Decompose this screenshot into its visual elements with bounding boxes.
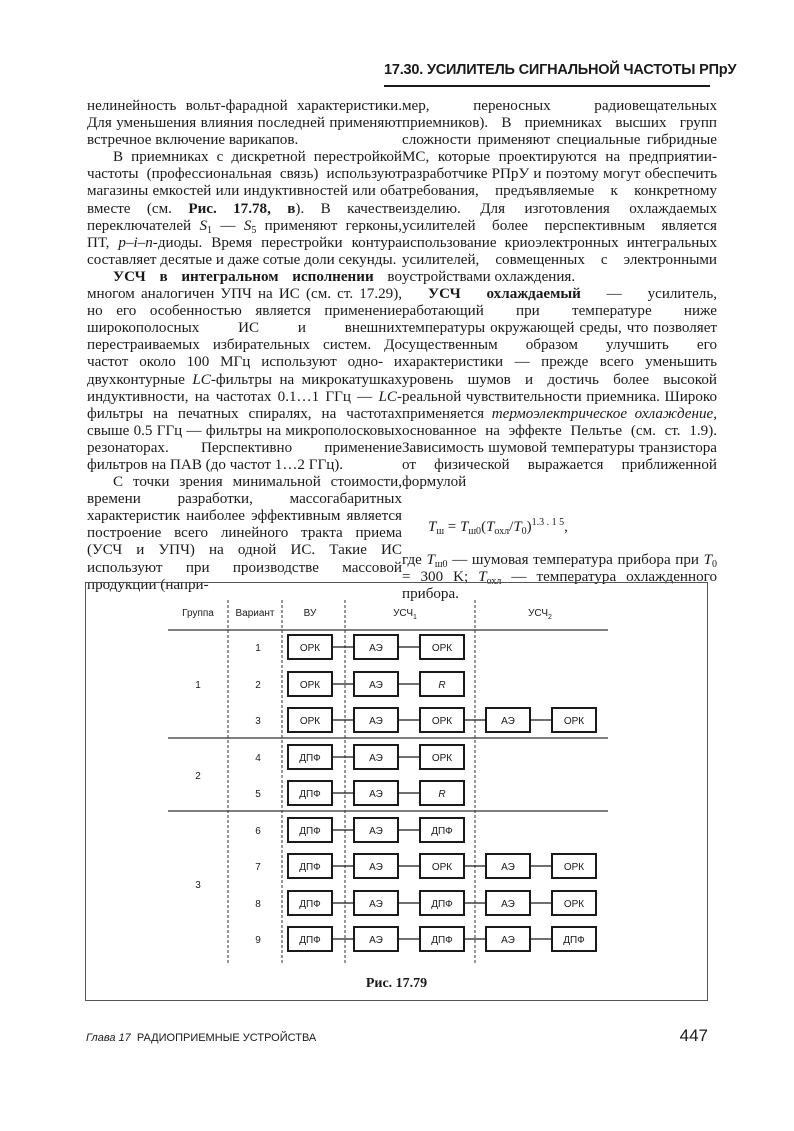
- block-vu-label: ОРК: [299, 643, 321, 654]
- variant-number: 4: [255, 753, 261, 764]
- block-usch1-label: АЭ: [369, 716, 383, 727]
- block-usch2-label: ОРК: [563, 899, 585, 910]
- block-usch1-label: АЭ: [369, 753, 383, 764]
- subscript: 1: [206, 224, 212, 236]
- variant-number: 3: [255, 716, 261, 727]
- block-usch1-label: ДПФ: [431, 899, 453, 910]
- block-vu-label: ДПФ: [299, 826, 321, 837]
- text: -диоды. Время перестройки контура составляет десятые и даже сотые доли секунды.: [87, 234, 402, 268]
- footer-chapter: [86, 1032, 316, 1044]
- chapter-title: РАДИОПРИЕМНЫЕ УСТРОЙСТВА: [136, 1032, 317, 1044]
- group-label: 2: [195, 771, 201, 782]
- running-head: 17.30. УСИЛИТЕЛЬ СИГНАЛЬНОЙ ЧАСТОТЫ РПрУ: [384, 62, 737, 78]
- symbol-s5: S: [243, 217, 252, 234]
- block-usch2-label: ОРК: [563, 862, 585, 873]
- lc-term: LC: [378, 388, 397, 405]
- block-usch2-label: АЭ: [501, 899, 515, 910]
- group-label: 3: [195, 880, 201, 891]
- chapter-number: Глава 17: [86, 1032, 131, 1044]
- block-vu-label: ОРК: [299, 680, 321, 691]
- block-usch2-label: ДПФ: [563, 935, 585, 946]
- block-usch2-label: АЭ: [501, 935, 515, 946]
- text: основанное на эффекте Пельтье (см. ст. 1.9). Зависимость шумовой температуры транзистора от физической выражается приближенной формулой: [402, 422, 717, 491]
- block-usch1-label: R: [438, 680, 446, 691]
- paragraph: нелинейность вольт-фарадной характеристики. Для уменьшения влияния последней применяют встречное включение варикапов.: [87, 98, 402, 149]
- block-usch1-label: ДПФ: [431, 935, 453, 946]
- block-vu-label: ДПФ: [299, 862, 321, 873]
- block-usch2-label: АЭ: [501, 716, 515, 727]
- block-usch1-label: АЭ: [369, 789, 383, 800]
- block-usch1-label: АЭ: [369, 935, 383, 946]
- block-usch1-label: АЭ: [369, 862, 383, 873]
- block-vu-label: ДПФ: [299, 753, 321, 764]
- variant-number: 9: [255, 935, 261, 946]
- block-usch1-label: ОРК: [431, 643, 453, 654]
- block-usch1-label: АЭ: [369, 899, 383, 910]
- lc-term: LC: [192, 371, 211, 388]
- block-vu-label: ОРК: [299, 716, 321, 727]
- block-usch2-label: АЭ: [501, 862, 515, 873]
- pin-term: p–i–n: [118, 234, 153, 251]
- paragraph: где $T_{ш0}$ — шумовая температура прибора при $T_0 = 300$ K; $T_{охл}$ — температура охлажденного прибора.: [402, 552, 718, 603]
- variant-number: 8: [255, 899, 261, 910]
- variant-number: 6: [255, 826, 261, 837]
- text: В приемниках с дискретной перестройкой частоты (профессиональная связь) используют магазины емкостей или индуктивностей или оба вместе (см.: [87, 149, 402, 217]
- block-usch1-label: ОРК: [431, 862, 453, 873]
- block-usch1-label: ДПФ: [431, 826, 453, 837]
- block-vu-label: ДПФ: [299, 789, 321, 800]
- paragraph: С точки зрения минимальной стоимости, времени разработки, массогабаритных характеристик наиболее эффективным является построение всего линейного тракта приема (УСЧ и УПЧ) на одной ИС. Такие ИС используют при производстве массовой продукции (напри-: [87, 474, 402, 593]
- header-variant: Вариант: [235, 608, 275, 619]
- header-group: Группа: [182, 608, 214, 619]
- text: применяют герконы, ПТ,: [87, 217, 402, 251]
- symbol-s1: S: [199, 217, 207, 234]
- text: — усилитель, работающий при температуре ниже температуры окружающей среды, что позволяет существенным образом улучшить его характеристики — прежде всего уменьшить уровень шумов и достичь более высокой реальной чувствительности приемника. Широко применяется: [402, 286, 717, 422]
- text: —: [211, 217, 244, 234]
- figure-caption: Рис. 17.79: [365, 976, 428, 991]
- block-usch1-label: АЭ: [369, 643, 383, 654]
- block-usch1-label: R: [438, 789, 446, 800]
- italic-term: термоэлектрическое охлаждение,: [491, 405, 717, 422]
- block-vu-label: ДПФ: [299, 899, 321, 910]
- header-usch1: $УСЧ_1$: [393, 608, 417, 621]
- figure-reference: Рис. 17.78, в: [188, 200, 296, 217]
- text: -фильтры на микрокатушках индуктивности, на частотах 0.1…1 ГГц —: [87, 371, 403, 405]
- term-heading: УСЧ охлаждаемый: [428, 286, 581, 303]
- term-heading: УСЧ в интегральном исполнении: [113, 268, 374, 285]
- block-usch1-label: АЭ: [369, 826, 383, 837]
- paragraph: мер, переносных радиовещательных приемников). В приемниках высших групп сложности применяют специальные гибридные МС, которые проектируются на предприятии-разработчике РПрУ и поэтому могут обеспечить требования, предъявляемые к конкретному изделию. Для изготовления охлаждаемых усилителей более перспективным является использование криоэлектронных интегральных усилителей, совмещенных с электронными устройствами охлаждения.: [402, 98, 717, 285]
- text: ). В качестве переключателей: [87, 200, 402, 234]
- block-vu-label: ДПФ: [299, 935, 321, 946]
- variant-number: 5: [255, 789, 261, 800]
- block-usch1-label: АЭ: [369, 680, 383, 691]
- noise-temperature-formula: $T_ш = T_{ш0}(T_{охл}/T_0)^{1.3 . 1 5}$,: [428, 517, 568, 538]
- block-usch2-label: ОРК: [563, 716, 585, 727]
- subscript: 5: [251, 224, 257, 236]
- variant-number: 2: [255, 680, 261, 691]
- variant-number: 7: [255, 862, 261, 873]
- page-number: 447: [679, 1026, 708, 1045]
- variant-number: 1: [255, 643, 261, 654]
- header-usch2: $УСЧ_2$: [528, 608, 552, 621]
- text: во многом аналогичен УПЧ на ИС (см. ст. 17.29), но его особенностью является применение широкополосных ИС и внешних перестраиваемых избирательных систем. До частот около 100 МГц используют одно- и двухконтурные: [87, 268, 402, 388]
- block-usch1-label: ОРК: [431, 753, 453, 764]
- group-label: 1: [195, 680, 201, 691]
- header-vu: ВУ: [303, 608, 317, 619]
- block-usch1-label: ОРК: [431, 716, 453, 727]
- text: -фильтры на печатных спиралях, на частотах свыше 0.5 ГГц — фильтры на микрополосковых резонаторах. Перспективно применение фильтров на ПАВ (до частот 1…2 ГГц).: [87, 388, 402, 473]
